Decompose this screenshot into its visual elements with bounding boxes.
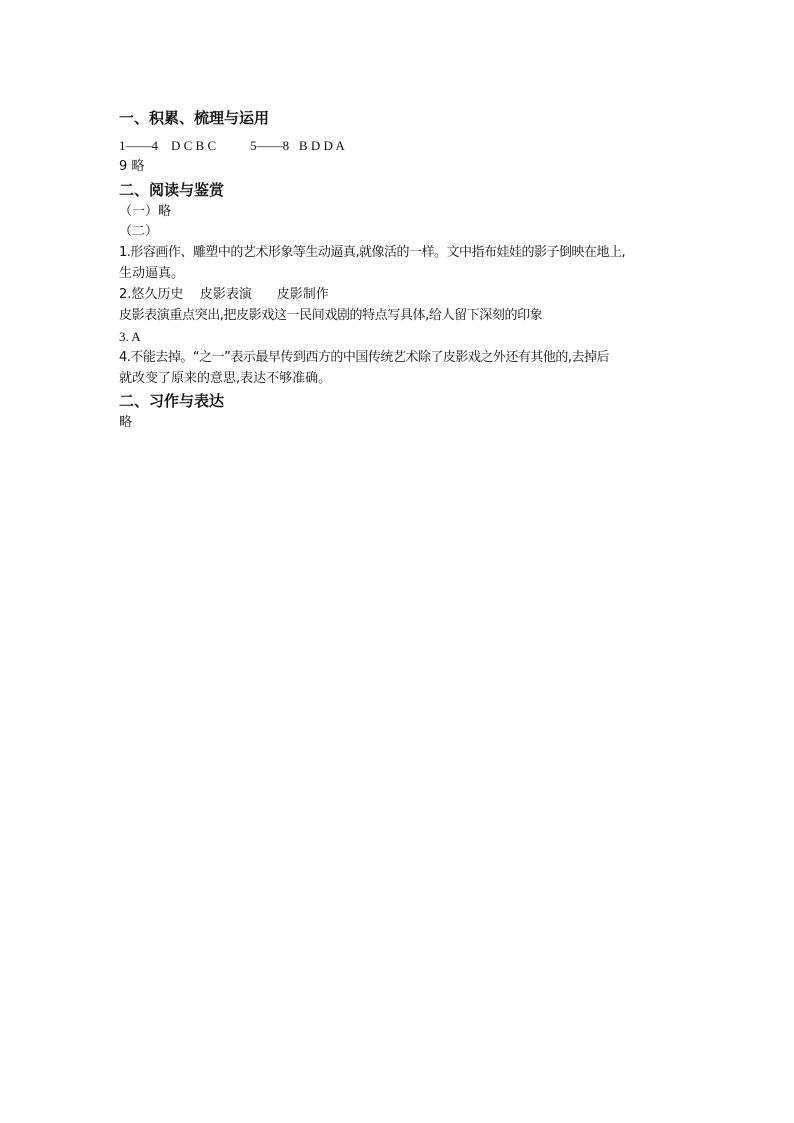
reading-part1: （一）略 xyxy=(119,204,172,219)
section1-answers-row xyxy=(119,136,699,157)
section3-title: 二、习作与表达 xyxy=(119,392,225,410)
reading-q3: 3. A xyxy=(119,329,141,344)
reading-q1-line1: 1.形容画作、雕塑中的艺术形象等生动逼真,就像活的一样。文中指布娃娃的影子倒映在地上, xyxy=(119,245,626,260)
section1-title: 一、积累、梳理与运用 xyxy=(119,109,270,127)
reading-q2-line1: 2.悠久历史 皮影表演 皮影制作 xyxy=(119,287,329,302)
answers-1-4: 1——4 D C B C xyxy=(119,138,217,153)
section2-title: 二、阅读与鉴赏 xyxy=(119,181,225,199)
reading-q4-line2: 就改变了原来的意思,表达不够准确。 xyxy=(119,371,332,386)
reading-q2-line2: 皮影表演重点突出,把皮影戏这一民间戏剧的特点写具体,给人留下深刻的印象 xyxy=(119,308,543,323)
answers-5-8: 5——8 B D D A xyxy=(250,138,345,153)
writing-answer: 略 xyxy=(119,415,133,430)
answer-key xyxy=(119,108,699,433)
reading-q1-line2: 生动逼真。 xyxy=(119,266,185,281)
reading-q4-line1: 4.不能去掉。“之一”表示最早传到西方的中国传统艺术除了皮影戏之外还有其他的,去掉后 xyxy=(119,350,610,365)
answer-9: 9 略 xyxy=(119,159,145,174)
reading-part2: （二） xyxy=(119,224,159,239)
